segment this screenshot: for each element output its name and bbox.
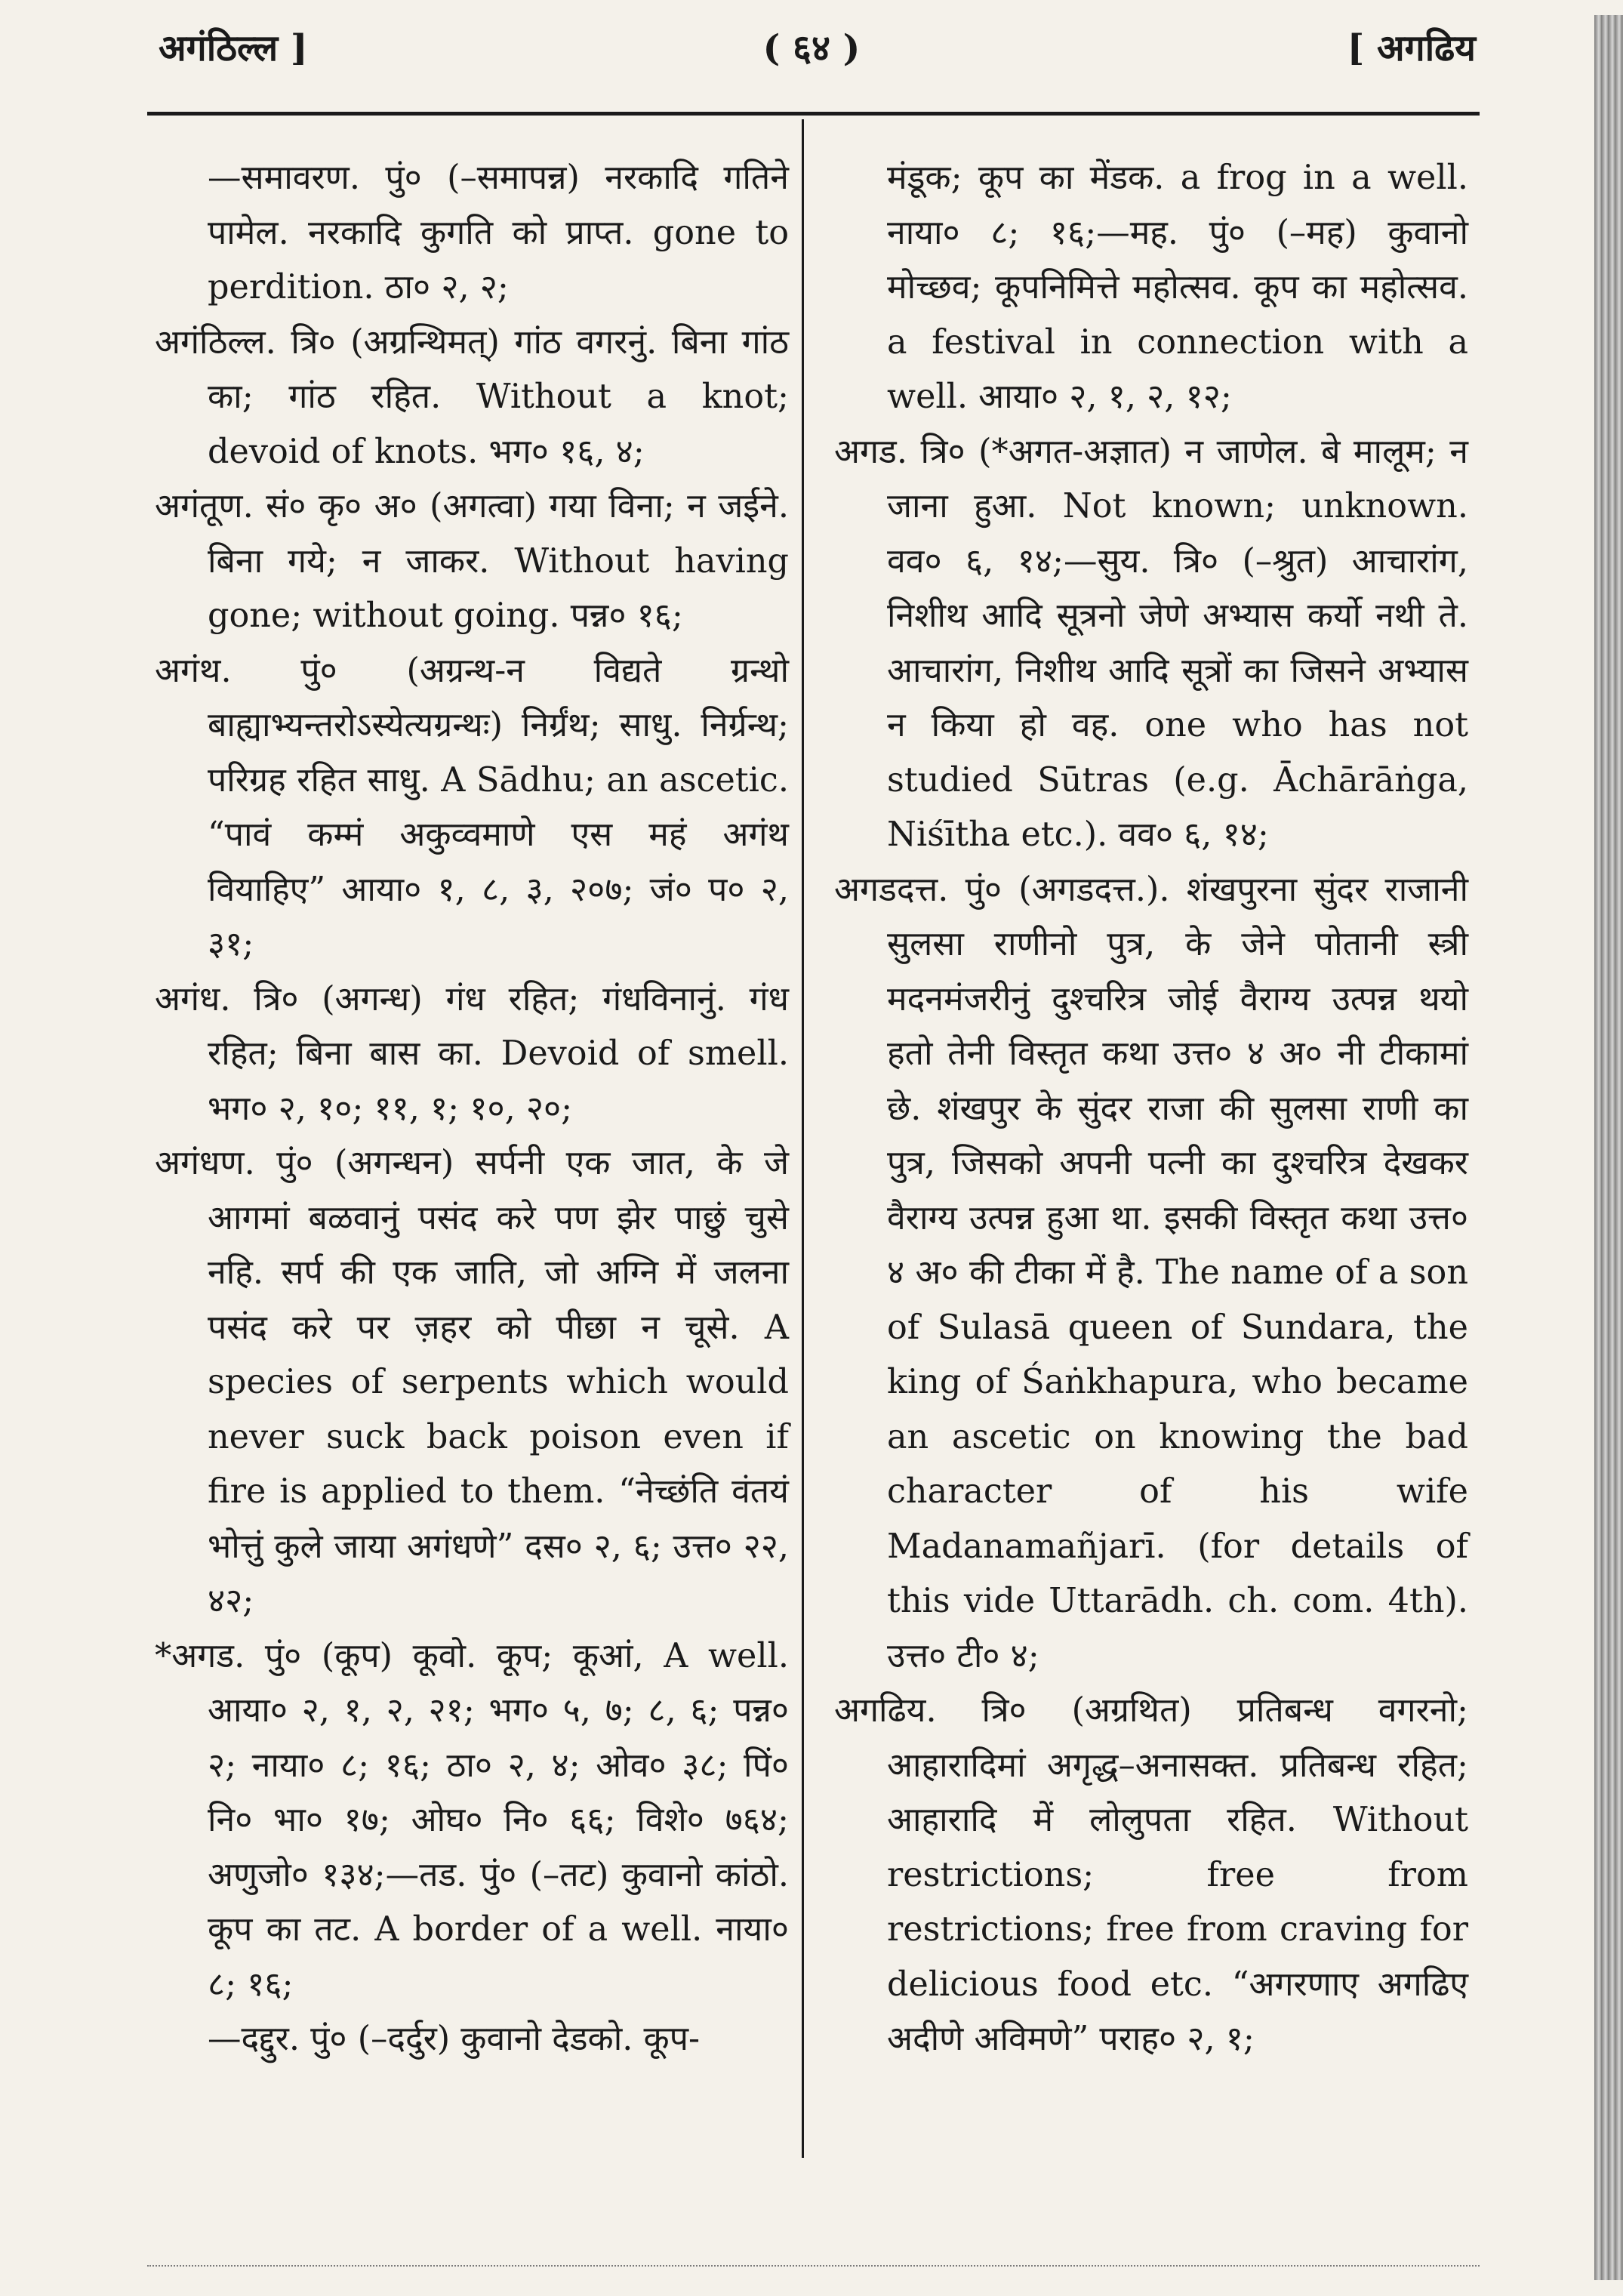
header-rule (147, 112, 1480, 116)
header-left-guideword: अगंठिल्ल ] (159, 27, 308, 69)
dictionary-entry: —दद्दुर. पुं० (–दर्दुर) कुवानो देडको. कूप- (208, 2020, 701, 2058)
left-column (155, 151, 789, 2067)
dictionary-entry: —समावरण. पुं० (–समापन्न) नरकादि गतिने पामेल. नरकादि कुगति को प्राप्त. gone to perdition. ठा० २, २; (208, 159, 789, 307)
footer-rule (147, 2265, 1480, 2267)
header-right-guideword: [ अगढिय (1347, 27, 1476, 69)
dictionary-entry: *अगड. पुं० (कूप) कूवो. कूप; कूआं, A well. आया० २, १, २, २१; भग० ५, ७; ८, ६; पन्न० २; नाया० ८; १६; ठा० २, ४; ओव० ३८; पिं० नि० भा० १७; ओघ० नि० ६६; विशे० ७६४; अणुजो० १३४;—तड. पुं० (–तट) कुवानो कांठो. कूप का तट. A border of a well. नाया० ८; १६; (155, 1636, 789, 2004)
dictionary-entry: मंडूक; कूप का मेंडक. a frog in a well. नाया० ८; १६;—मह. पुं० (–मह) कुवानो मोच्छव; कूपनिमित्ते महोत्सव. कूप का महोत्सव. a festival in connection with a well. आया० २, १, २, १२; (887, 159, 1468, 416)
dictionary-entry: अगंठिल्ल. त्रि० (अग्रन्थिमत्) गांठ वगरनुं. बिना गांठ का; गांठ रहित. Without a knot; devoid of knots. भग० १६, ४; (155, 322, 789, 471)
column-divider (802, 119, 804, 2158)
dictionary-entry: अगंथ. पुं० (अग्रन्थ-न विद्यते ग्रन्थो बाह्याभ्यन्तरोऽस्येत्यग्रन्थः) निर्ग्रंथ; साधु. निर्ग्रन्थ; परिग्रह रहित साधु. A Sādhu; an ascetic. “पावं कम्मं अकुव्वमाणे एस महं अगंथ वियाहिए” आया० १, ८, ३, २०७; जं० प० २, ३१; (155, 651, 789, 963)
dictionary-entry: अगड. त्रि० (*अगत-अज्ञात) न जाणेल. बे मालूम; न जाना हुआ. Not known; unknown. वव० ६, १४;—सुय. त्रि० (–श्रुत) आचारांग, निशीथ आदि सूत्रनो जेणे अभ्यास कर्यो नथी ते. आचारांग, निशीथ आदि सूत्रों का जिसने अभ्यास न किया हो वह. one who has not studied Sūtras (e.g. Āchārāṅga, Niśītha etc.). वव० ६, १४; (834, 432, 1468, 854)
dictionary-entry: अगडदत्त. पुं० (अगडदत्त.). शंखपुरना सुंदर राजानी सुलसा राणीनो पुत्र, के जेने पोतानी स्त्री मदनमंजरीनुं दुश्चरित्र जोई वैराग्य उत्पन्न थयो हतो तेनी विस्तृत कथा उत्त० ४ अ० नी टीकामां छे. शंखपुर के सुंदर राजा की सुलसा राणी का पुत्र, जिसको अपनी पत्नी का दुश्चरित्र देखकर वैराग्य उत्पन्न हुआ था. इसकी विस्तृत कथा उत्त० ४ अ० की टीका में है. The name of a son of Sulasā queen of Sundara, the king of Śaṅkhapura, who became an ascetic on knowing the bad character of his wife Madanamañjarī. (for details of this vide Uttarādh. ch. com. 4th). उत्त० टी० ४; (834, 870, 1468, 1675)
page-header (147, 23, 1476, 83)
dictionary-entry: अगंतूण. सं० कृ० अ० (अगत्वा) गया विना; न जईने. बिना गये; न जाकर. Without having gone; without going. पन्न० १६; (155, 487, 789, 635)
page-edge-shadow (1594, 15, 1623, 2280)
dictionary-entry: अगंध. त्रि० (अगन्ध) गंध रहित; गंधविनानुं. गंध रहित; बिना बास का. Devoid of smell. भग० २, १०; ११, १; १०, २०; (155, 979, 789, 1128)
page-number: ( ६४ ) (762, 27, 861, 69)
dictionary-entry: अगंधण. पुं० (अगन्धन) सर्पनी एक जात, के जे आगमां बळवानुं पसंद करे पण झेर पाछुं चुसे नहि. सर्प की एक जाति, जो अग्नि में जलना पसंद करे पर ज़हर को पीछा न चूसे. A species of serpents which would never suck back poison even if fire is applied to them. “नेच्छंति वंतयं भोत्तुं कुले जाया अगंधणे” दस० २, ६; उत्त० २२, ४२; (155, 1144, 789, 1620)
right-column (834, 151, 1468, 2067)
dictionary-entry: अगढिय. त्रि० (अग्रथित) प्रतिबन्ध वगरनो; आहारादिमां अगृद्ध–अनासक्त. प्रतिबन्ध रहित; आहारादि में लोलुपता रहित. Without restrictions; free from restrictions; free from craving for delicious food etc. “अगरणाए अगढिए अदीणे अविमणे” पराह० २, १; (834, 1691, 1468, 2058)
